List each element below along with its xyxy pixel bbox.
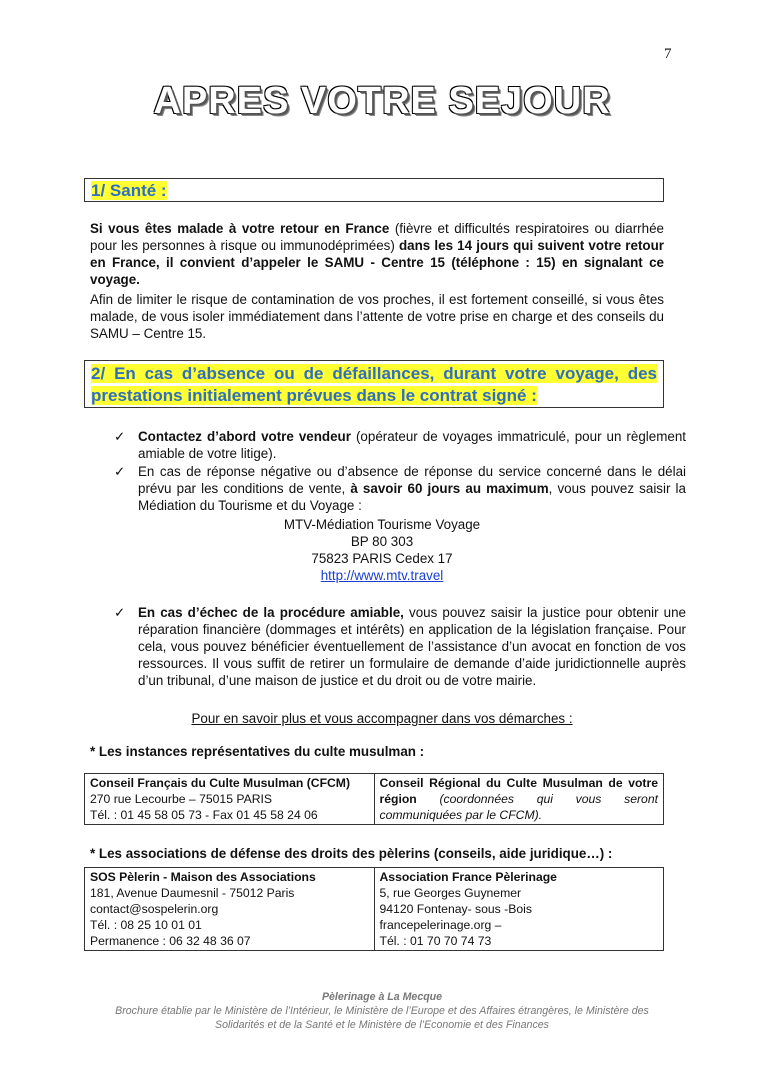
crcm-note: (coordonnées qui vous seront communiquées par le CFCM). (379, 792, 658, 822)
health-paragraph (90, 220, 664, 288)
address-line: MTV-Médiation Tourisme Voyage (283, 517, 481, 532)
more-info-text: Pour en savoir plus et vous accompagner dans vos démarches : (191, 711, 573, 726)
page-title: APRES VOTRE SEJOUR (153, 80, 611, 122)
sos-name: SOS Pèlerin - Maison des Associations (90, 870, 316, 884)
section-heading-text: 1/ Santé : (91, 181, 167, 200)
afp-phone: Tél. : 01 70 70 74 73 (379, 934, 492, 948)
bold-text: dans les 14 jours qui suivent votre retour en France, il convient d’appeler le SAMU - Centre 15 (téléphone : 15) en signalant ce voyage. (90, 238, 664, 287)
normal-text: (opérateur de voyages immatriculé, pour un règlement amiable de votre litige). (138, 429, 686, 461)
sos-email: contact@sospelerin.org (90, 902, 219, 916)
cfcm-cell (85, 774, 375, 825)
instances-table (84, 773, 664, 825)
page-number: 7 (664, 46, 672, 62)
normal-text: vous pouvez saisir la justice pour obtenir une réparation financière (dommages et intérêts) en application de la législation française. Pour cela, vous pouvez bénéficier éventuellement de l’assistance d’un avocat en fonction de vos ressources. Il vous suffit de retirer un formulaire de demande d’aide juridictionnelle auprès d’un tribunal, d’une maison de justice et du droit ou de votre mairie. (138, 605, 686, 688)
sos-address: 181, Avenue Daumesnil - 75012 Paris (90, 886, 295, 900)
crcm-cell (374, 774, 664, 825)
bold-text: à savoir 60 jours au maximum (350, 481, 549, 496)
footer-text: Brochure établie par le Ministère de l’Intérieur, le Ministère de l’Europe et des Affaires étrangères, le Ministère des Solidarités et de la Santé et le Ministère de l’Economie et des Finances (115, 1005, 649, 1031)
mtv-link[interactable]: http://www.mtv.travel (320, 568, 444, 583)
france-pelerinage-cell (374, 868, 664, 951)
instances-heading: * Les instances représentatives du culte musulman : (90, 744, 425, 759)
cfcm-address: 270 rue Lecourbe – 75015 PARIS (90, 792, 273, 806)
normal-text: , vous pouvez saisir la Médiation du Tourisme et du Voyage : (138, 481, 686, 513)
normal-text: (fièvre et difficultés respiratoires ou diarrhée pour les personnes à risque ou immunodéprimées) (90, 221, 664, 253)
section-heading-defaillances (84, 360, 664, 408)
bullet-text (138, 604, 686, 689)
sos-permanence: Permanence : 06 32 48 36 07 (90, 934, 251, 948)
associations-heading: * Les associations de défense des droits des pèlerins (conseils, aide juridique…) : (90, 846, 613, 861)
cfcm-name: Conseil Français du Culte Musulman (CFCM) (90, 776, 351, 790)
mediation-address (0, 516, 764, 584)
afp-web: francepelerinage.org – (379, 918, 502, 932)
afp-address2: 94120 Fontenay- sous -Bois (379, 902, 532, 916)
cfcm-phone: Tél. : 01 45 58 05 73 - Fax 01 45 58 24 06 (90, 808, 318, 822)
sos-pelerin-cell (85, 868, 375, 951)
sos-phone: Tél. : 08 25 10 01 01 (90, 918, 202, 932)
associations-table (84, 867, 664, 951)
section-heading-sante (84, 178, 664, 202)
address-line: BP 80 303 (350, 534, 414, 549)
footer (90, 990, 674, 1032)
bold-text: Contactez d’abord votre vendeur (138, 429, 351, 444)
section-heading-text: 2/ En cas d’absence ou de défaillances, durant votre voyage, des prestations initialement prévues dans le contrat signé : (91, 364, 657, 405)
check-icon: ✓ (114, 464, 126, 479)
bold-text: Si vous êtes malade à votre retour en France (90, 221, 390, 236)
check-icon: ✓ (114, 429, 126, 444)
afp-address1: 5, rue Georges Guynemer (379, 886, 522, 900)
check-icon: ✓ (114, 605, 126, 620)
footer-title: Pèlerinage à La Mecque (321, 991, 443, 1003)
bullet-text (138, 463, 686, 514)
normal-text: En cas de réponse négative ou d’absence de réponse du service concerné dans le délai prévu par les conditions de vente, (138, 464, 686, 496)
bold-text: En cas d’échec de la procédure amiable, (138, 605, 404, 620)
crcm-name: Conseil Régional du Culte Musulman de votre région (379, 776, 658, 806)
isolation-paragraph: Afin de limiter le risque de contamination de vos proches, il est fortement conseillé, si vous êtes malade, de vous isoler immédiatement dans l’attente de votre prise en charge et des conseils du SAMU – Centre 15. (90, 292, 664, 341)
bullet-text (138, 428, 686, 462)
afp-name: Association France Pèlerinage (379, 870, 557, 884)
address-line: 75823 PARIS Cedex 17 (311, 551, 453, 566)
